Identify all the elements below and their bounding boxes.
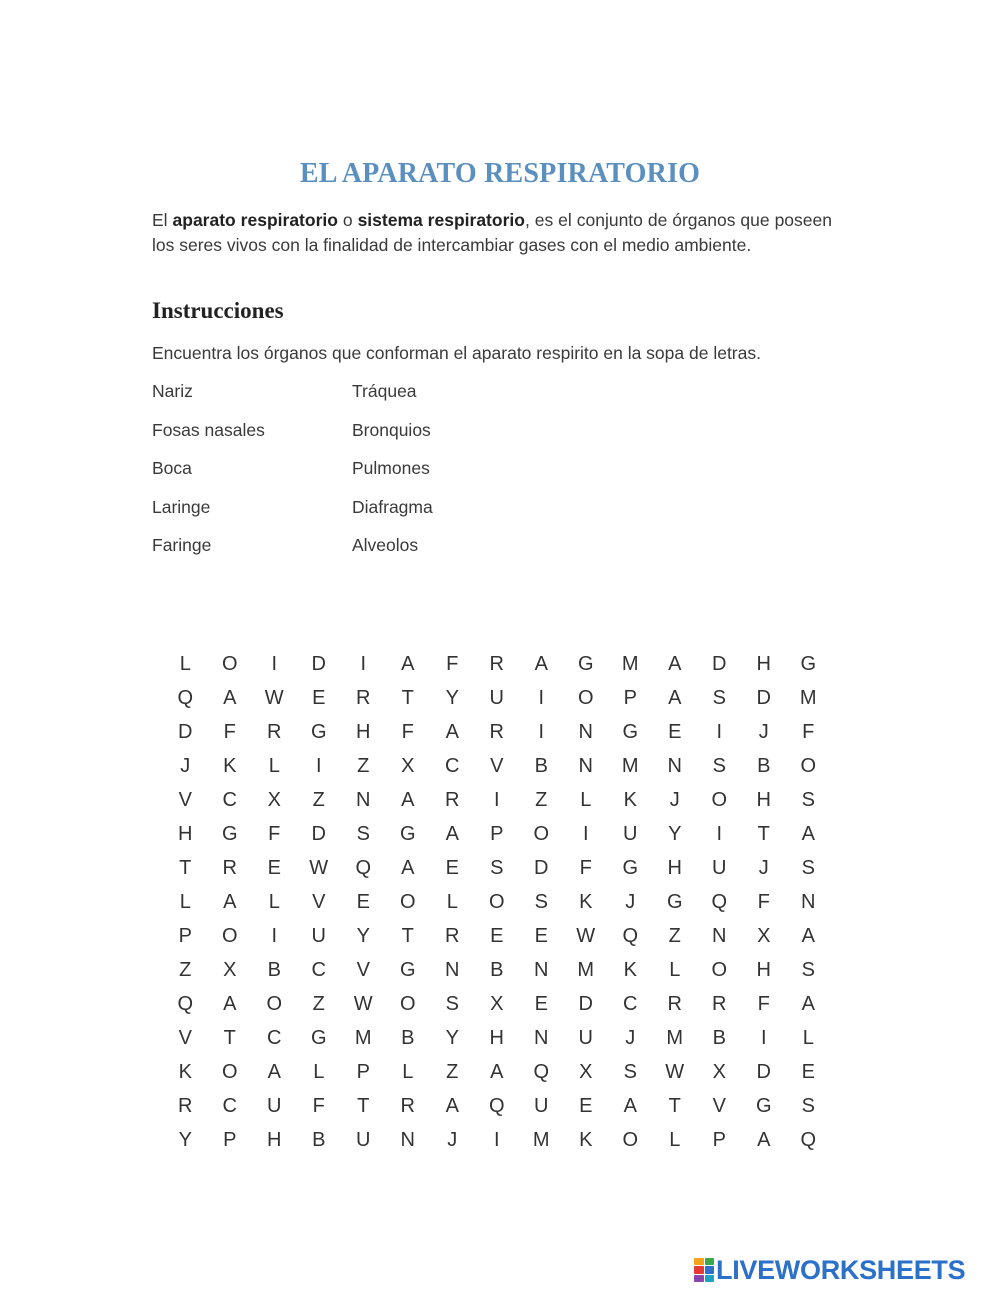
grid-cell[interactable]: L bbox=[580, 789, 592, 811]
grid-cell[interactable]: J bbox=[758, 721, 769, 743]
grid-cell[interactable]: O bbox=[711, 959, 728, 981]
grid-cell[interactable]: R bbox=[222, 857, 237, 879]
grid-cell[interactable]: A bbox=[267, 1061, 281, 1083]
grid-cell[interactable]: B bbox=[712, 1027, 726, 1049]
grid-cell[interactable]: J bbox=[447, 1129, 458, 1151]
grid-row bbox=[163, 817, 831, 851]
liveworksheets-logo-icon bbox=[694, 1258, 714, 1282]
word-item: Nariz bbox=[152, 381, 193, 401]
grid-cell[interactable]: S bbox=[712, 687, 726, 709]
grid-cell[interactable]: Z bbox=[179, 959, 192, 981]
grid-cell[interactable]: G bbox=[622, 721, 639, 743]
grid-cell[interactable]: N bbox=[534, 959, 549, 981]
grid-cell[interactable]: H bbox=[356, 721, 371, 743]
grid-cell[interactable]: D bbox=[178, 721, 193, 743]
grid-cell[interactable]: Q bbox=[355, 857, 372, 879]
grid-cell[interactable]: C bbox=[222, 789, 237, 811]
grid-cell[interactable]: Q bbox=[533, 1061, 550, 1083]
word-item: Boca bbox=[152, 458, 192, 478]
grid-cell[interactable]: Y bbox=[356, 925, 370, 947]
grid-cell[interactable]: G bbox=[310, 721, 327, 743]
intro-text-1: El bbox=[152, 210, 173, 230]
grid-row bbox=[163, 647, 831, 681]
grid-cell[interactable]: K bbox=[223, 755, 237, 777]
word-item: Diafragma bbox=[352, 496, 433, 517]
grid-cell[interactable]: L bbox=[446, 891, 458, 913]
grid-cell[interactable]: A bbox=[223, 687, 237, 709]
grid-cell[interactable]: S bbox=[801, 959, 815, 981]
grid-cell[interactable]: O bbox=[221, 1061, 238, 1083]
grid-cell[interactable]: O bbox=[711, 789, 728, 811]
grid-cell[interactable]: R bbox=[712, 993, 727, 1015]
page-title: EL APARATO RESPIRATORIO bbox=[299, 158, 701, 189]
grid-cell[interactable]: V bbox=[178, 1027, 192, 1049]
grid-cell[interactable]: U bbox=[311, 925, 326, 947]
logo-icon-block bbox=[694, 1275, 704, 1282]
instructions-heading: Instrucciones bbox=[152, 298, 284, 323]
grid-cell[interactable]: V bbox=[712, 1095, 726, 1117]
grid-cell[interactable]: C bbox=[267, 1027, 282, 1049]
grid-cell[interactable]: E bbox=[534, 925, 548, 947]
grid-cell[interactable]: F bbox=[757, 993, 770, 1015]
grid-cell[interactable]: O bbox=[399, 891, 416, 913]
grid-cell[interactable]: O bbox=[533, 823, 550, 845]
grid-cell[interactable]: Q bbox=[488, 1095, 505, 1117]
grid-cell[interactable]: P bbox=[490, 823, 504, 845]
grid-row bbox=[163, 987, 831, 1021]
logo-icon-block bbox=[705, 1258, 715, 1265]
grid-cell[interactable]: A bbox=[445, 721, 459, 743]
grid-cell[interactable]: L bbox=[179, 653, 191, 675]
grid-cell[interactable]: M bbox=[532, 1129, 550, 1151]
grid-cell[interactable]: D bbox=[756, 1061, 771, 1083]
grid-cell[interactable]: G bbox=[577, 653, 594, 675]
grid-cell[interactable]: F bbox=[312, 1095, 325, 1117]
grid-cell[interactable]: H bbox=[756, 653, 771, 675]
grid-cell[interactable]: A bbox=[534, 653, 548, 675]
word-item: Faringe bbox=[152, 535, 212, 555]
grid-cell[interactable]: I bbox=[716, 823, 723, 845]
word-search-grid[interactable] bbox=[163, 647, 831, 1157]
grid-cell[interactable]: G bbox=[221, 823, 238, 845]
grid-cell[interactable]: N bbox=[534, 1027, 549, 1049]
grid-cell[interactable]: A bbox=[801, 823, 815, 845]
grid-cell[interactable]: W bbox=[353, 993, 373, 1015]
grid-cell[interactable]: M bbox=[621, 755, 639, 777]
grid-cell[interactable]: L bbox=[268, 891, 280, 913]
grid-cell[interactable]: H bbox=[178, 823, 193, 845]
grid-cell[interactable]: V bbox=[356, 959, 370, 981]
grid-cell[interactable]: G bbox=[399, 823, 416, 845]
grid-cell[interactable]: S bbox=[356, 823, 370, 845]
grid-cell[interactable]: R bbox=[267, 721, 282, 743]
grid-cell[interactable]: X bbox=[490, 993, 504, 1015]
grid-cell[interactable]: W bbox=[309, 857, 329, 879]
grid-row bbox=[163, 715, 831, 749]
grid-cell[interactable]: L bbox=[802, 1027, 814, 1049]
grid-cell[interactable]: A bbox=[757, 1129, 771, 1151]
grid-cell[interactable]: O bbox=[622, 1129, 639, 1151]
grid-cell[interactable]: R bbox=[489, 653, 504, 675]
grid-cell[interactable]: P bbox=[223, 1129, 237, 1151]
grid-cell[interactable]: G bbox=[399, 959, 416, 981]
grid-cell[interactable]: O bbox=[488, 891, 505, 913]
grid-cell[interactable]: O bbox=[266, 993, 283, 1015]
grid-cell[interactable]: X bbox=[579, 1061, 593, 1083]
grid-cell[interactable]: Z bbox=[446, 1061, 459, 1083]
grid-cell[interactable]: R bbox=[178, 1095, 193, 1117]
grid-cell[interactable]: L bbox=[313, 1061, 325, 1083]
grid-cell[interactable]: T bbox=[668, 1095, 681, 1117]
grid-cell[interactable]: S bbox=[801, 1095, 815, 1117]
instruction-text: Encuentra los órganos que conforman el aparato respirito en la sopa de letras. bbox=[152, 343, 761, 363]
grid-cell[interactable]: Z bbox=[535, 789, 548, 811]
grid-cell[interactable]: U bbox=[534, 1095, 549, 1117]
grid-cell[interactable]: K bbox=[178, 1061, 192, 1083]
grid-cell[interactable]: W bbox=[576, 925, 596, 947]
grid-cell[interactable]: L bbox=[179, 891, 191, 913]
grid-row bbox=[163, 783, 831, 817]
grid-cell[interactable]: D bbox=[534, 857, 549, 879]
intro-text-2: o bbox=[337, 210, 358, 230]
grid-cell[interactable]: N bbox=[578, 755, 593, 777]
grid-cell[interactable]: U bbox=[712, 857, 727, 879]
grid-cell[interactable]: P bbox=[623, 687, 637, 709]
grid-cell[interactable]: J bbox=[758, 857, 769, 879]
grid-cell[interactable]: M bbox=[666, 1027, 684, 1049]
grid-row bbox=[163, 681, 831, 715]
grid-cell[interactable]: P bbox=[356, 1061, 370, 1083]
liveworksheets-logo bbox=[694, 1254, 965, 1286]
grid-cell[interactable]: F bbox=[223, 721, 236, 743]
grid-cell[interactable]: S bbox=[445, 993, 459, 1015]
logo-text: LIVEWORKSHEETS bbox=[716, 1254, 966, 1285]
grid-cell[interactable]: E bbox=[312, 687, 326, 709]
grid-cell[interactable]: H bbox=[489, 1027, 504, 1049]
grid-cell[interactable]: U bbox=[578, 1027, 593, 1049]
grid-cell[interactable]: Z bbox=[357, 755, 370, 777]
grid-cell[interactable]: A bbox=[401, 653, 415, 675]
grid-cell[interactable]: I bbox=[716, 721, 723, 743]
grid-cell[interactable]: M bbox=[799, 687, 817, 709]
grid-cell[interactable]: A bbox=[223, 891, 237, 913]
grid-cell[interactable]: X bbox=[757, 925, 771, 947]
word-item: Fosas nasales bbox=[152, 419, 265, 440]
grid-cell[interactable]: O bbox=[577, 687, 594, 709]
grid-cell[interactable]: N bbox=[578, 721, 593, 743]
grid-cell[interactable]: S bbox=[534, 891, 548, 913]
grid-cell[interactable]: B bbox=[312, 1129, 326, 1151]
grid-cell[interactable]: S bbox=[623, 1061, 637, 1083]
grid-cell[interactable]: A bbox=[623, 1095, 637, 1117]
grid-cell[interactable]: R bbox=[400, 1095, 415, 1117]
grid-cell[interactable]: I bbox=[760, 1027, 767, 1049]
grid-cell[interactable]: M bbox=[577, 959, 595, 981]
grid-cell[interactable]: Y bbox=[668, 823, 682, 845]
grid-cell[interactable]: C bbox=[222, 1095, 237, 1117]
grid-cell[interactable]: D bbox=[756, 687, 771, 709]
grid-cell[interactable]: D bbox=[311, 823, 326, 845]
grid-cell[interactable]: T bbox=[223, 1027, 236, 1049]
grid-cell[interactable]: T bbox=[401, 925, 414, 947]
grid-cell[interactable]: O bbox=[800, 755, 817, 777]
grid-cell[interactable]: V bbox=[178, 789, 192, 811]
grid-cell[interactable]: A bbox=[445, 823, 459, 845]
grid-cell[interactable]: J bbox=[625, 1027, 636, 1049]
grid-cell[interactable]: E bbox=[801, 1061, 815, 1083]
grid-cell[interactable]: V bbox=[312, 891, 326, 913]
grid-cell[interactable]: R bbox=[489, 721, 504, 743]
grid-cell[interactable]: A bbox=[223, 993, 237, 1015]
grid-cell[interactable]: T bbox=[179, 857, 192, 879]
grid-cell[interactable]: I bbox=[538, 721, 545, 743]
grid-cell[interactable]: T bbox=[757, 823, 770, 845]
grid-row bbox=[163, 1123, 831, 1157]
grid-cell[interactable]: J bbox=[180, 755, 191, 777]
grid-cell[interactable]: P bbox=[178, 925, 192, 947]
grid-cell[interactable]: E bbox=[579, 1095, 593, 1117]
grid-cell[interactable]: F bbox=[757, 891, 770, 913]
word-item: Alveolos bbox=[352, 535, 419, 555]
grid-cell[interactable]: G bbox=[800, 653, 817, 675]
grid-cell[interactable]: Y bbox=[178, 1129, 192, 1151]
grid-cell[interactable]: G bbox=[310, 1027, 327, 1049]
grid-cell[interactable]: D bbox=[712, 653, 727, 675]
grid-cell[interactable]: B bbox=[401, 1027, 415, 1049]
grid-cell[interactable]: Z bbox=[312, 993, 325, 1015]
grid-cell[interactable]: I bbox=[315, 755, 322, 777]
grid-cell[interactable]: P bbox=[712, 1129, 726, 1151]
grid-cell[interactable]: C bbox=[445, 755, 460, 777]
grid-cell[interactable]: S bbox=[712, 755, 726, 777]
grid-cell[interactable]: F bbox=[446, 653, 459, 675]
grid-cell[interactable]: U bbox=[267, 1095, 282, 1117]
grid-cell[interactable]: B bbox=[267, 959, 281, 981]
grid-cell[interactable]: Q bbox=[800, 1129, 817, 1151]
grid-cell[interactable]: C bbox=[311, 959, 326, 981]
logo-icon-block bbox=[694, 1258, 704, 1265]
grid-cell[interactable]: R bbox=[356, 687, 371, 709]
grid-cell[interactable]: I bbox=[360, 653, 367, 675]
word-item: Bronquios bbox=[352, 419, 431, 440]
grid-cell[interactable]: O bbox=[221, 653, 238, 675]
grid-cell[interactable]: U bbox=[623, 823, 638, 845]
grid-cell[interactable]: D bbox=[578, 993, 593, 1015]
grid-row bbox=[163, 749, 831, 783]
grid-cell[interactable]: N bbox=[801, 891, 816, 913]
grid-cell[interactable]: G bbox=[666, 891, 683, 913]
grid-cell[interactable]: J bbox=[669, 789, 680, 811]
grid-cell[interactable]: D bbox=[311, 653, 326, 675]
grid-cell[interactable]: A bbox=[490, 1061, 504, 1083]
grid-cell[interactable]: Q bbox=[622, 925, 639, 947]
grid-cell[interactable]: V bbox=[490, 755, 504, 777]
grid-cell[interactable]: R bbox=[445, 925, 460, 947]
intro-term-sistema: sistema respiratorio bbox=[357, 210, 525, 230]
grid-cell[interactable]: H bbox=[667, 857, 682, 879]
grid-cell[interactable]: B bbox=[534, 755, 548, 777]
grid-cell[interactable]: A bbox=[401, 857, 415, 879]
grid-cell[interactable]: T bbox=[357, 1095, 370, 1117]
grid-cell[interactable]: L bbox=[669, 959, 681, 981]
word-item: Laringe bbox=[152, 496, 211, 517]
grid-cell[interactable]: Z bbox=[312, 789, 325, 811]
grid-cell[interactable]: T bbox=[401, 687, 414, 709]
grid-cell[interactable]: K bbox=[623, 959, 637, 981]
grid-cell[interactable]: X bbox=[401, 755, 415, 777]
grid-cell[interactable]: H bbox=[267, 1129, 282, 1151]
grid-cell[interactable]: G bbox=[755, 1095, 772, 1117]
grid-cell[interactable]: O bbox=[221, 925, 238, 947]
grid-cell[interactable]: X bbox=[223, 959, 237, 981]
word-item: Pulmones bbox=[352, 458, 430, 478]
grid-cell[interactable]: I bbox=[493, 1129, 500, 1151]
grid-cell[interactable]: J bbox=[625, 891, 636, 913]
grid-cell[interactable]: N bbox=[445, 959, 460, 981]
grid-cell[interactable]: E bbox=[445, 857, 459, 879]
grid-row bbox=[163, 885, 831, 919]
grid-cell[interactable]: I bbox=[493, 789, 500, 811]
intro-term-aparato: aparato respiratorio bbox=[172, 210, 338, 230]
grid-cell[interactable]: W bbox=[264, 687, 284, 709]
grid-cell[interactable]: W bbox=[665, 1061, 685, 1083]
grid-row bbox=[163, 1055, 831, 1089]
grid-cell[interactable]: E bbox=[267, 857, 281, 879]
logo-icon-block bbox=[694, 1266, 704, 1273]
grid-cell[interactable]: F bbox=[802, 721, 815, 743]
grid-cell[interactable]: X bbox=[267, 789, 281, 811]
grid-cell[interactable]: O bbox=[399, 993, 416, 1015]
grid-cell[interactable]: K bbox=[579, 891, 593, 913]
grid-cell[interactable]: M bbox=[354, 1027, 372, 1049]
grid-cell[interactable]: E bbox=[668, 721, 682, 743]
grid-cell[interactable]: Q bbox=[177, 687, 194, 709]
grid-cell[interactable]: H bbox=[756, 789, 771, 811]
grid-cell[interactable]: U bbox=[356, 1129, 371, 1151]
grid-cell[interactable]: A bbox=[668, 653, 682, 675]
grid-cell[interactable]: X bbox=[712, 1061, 726, 1083]
grid-cell[interactable]: I bbox=[582, 823, 589, 845]
grid-cell[interactable]: I bbox=[271, 653, 278, 675]
grid-cell[interactable]: R bbox=[667, 993, 682, 1015]
grid-cell[interactable]: E bbox=[490, 925, 504, 947]
grid-cell[interactable]: L bbox=[669, 1129, 681, 1151]
grid-cell[interactable]: S bbox=[801, 789, 815, 811]
grid-row bbox=[163, 1021, 831, 1055]
grid-cell[interactable]: N bbox=[667, 755, 682, 777]
grid-cell[interactable]: C bbox=[623, 993, 638, 1015]
grid-cell[interactable]: F bbox=[401, 721, 414, 743]
grid-cell[interactable]: A bbox=[668, 687, 682, 709]
grid-cell[interactable]: F bbox=[268, 823, 281, 845]
intro-paragraph bbox=[152, 208, 832, 258]
grid-cell[interactable]: F bbox=[579, 857, 592, 879]
grid-cell[interactable]: N bbox=[712, 925, 727, 947]
grid-row bbox=[163, 919, 831, 953]
grid-cell[interactable]: K bbox=[579, 1129, 593, 1151]
grid-row bbox=[163, 953, 831, 987]
grid-row bbox=[163, 851, 831, 885]
grid-cell[interactable]: M bbox=[621, 653, 639, 675]
grid-cell[interactable]: A bbox=[801, 993, 815, 1015]
grid-cell[interactable]: E bbox=[356, 891, 370, 913]
grid-cell[interactable]: B bbox=[490, 959, 504, 981]
intro-text-3: , es el conjunto de órganos que poseen los seres vivos con la finalidad de intercambiar gases con el medio ambiente. bbox=[152, 210, 832, 255]
grid-cell[interactable]: S bbox=[801, 857, 815, 879]
grid-cell[interactable]: Y bbox=[445, 687, 459, 709]
grid-cell[interactable]: L bbox=[402, 1061, 414, 1083]
grid-cell[interactable]: E bbox=[534, 993, 548, 1015]
grid-cell[interactable]: R bbox=[445, 789, 460, 811]
grid-cell[interactable]: K bbox=[623, 789, 637, 811]
grid-cell[interactable]: A bbox=[401, 789, 415, 811]
grid-cell[interactable]: Q bbox=[177, 993, 194, 1015]
grid-cell[interactable]: L bbox=[268, 755, 280, 777]
grid-cell[interactable]: Q bbox=[711, 891, 728, 913]
grid-cell[interactable]: H bbox=[756, 959, 771, 981]
grid-cell[interactable]: Y bbox=[445, 1027, 459, 1049]
grid-row bbox=[163, 1089, 831, 1123]
grid-cell[interactable]: Z bbox=[668, 925, 681, 947]
grid-cell[interactable]: A bbox=[445, 1095, 459, 1117]
grid-cell[interactable]: S bbox=[490, 857, 504, 879]
grid-cell[interactable]: N bbox=[400, 1129, 415, 1151]
logo-icon-block bbox=[705, 1275, 715, 1282]
grid-cell[interactable]: G bbox=[622, 857, 639, 879]
grid-cell[interactable]: U bbox=[489, 687, 504, 709]
grid-cell[interactable]: N bbox=[356, 789, 371, 811]
grid-cell[interactable]: I bbox=[538, 687, 545, 709]
logo-icon-block bbox=[705, 1266, 715, 1273]
grid-cell[interactable]: I bbox=[271, 925, 278, 947]
word-item: Tráquea bbox=[352, 381, 417, 401]
grid-cell[interactable]: A bbox=[801, 925, 815, 947]
grid-cell[interactable]: B bbox=[757, 755, 771, 777]
